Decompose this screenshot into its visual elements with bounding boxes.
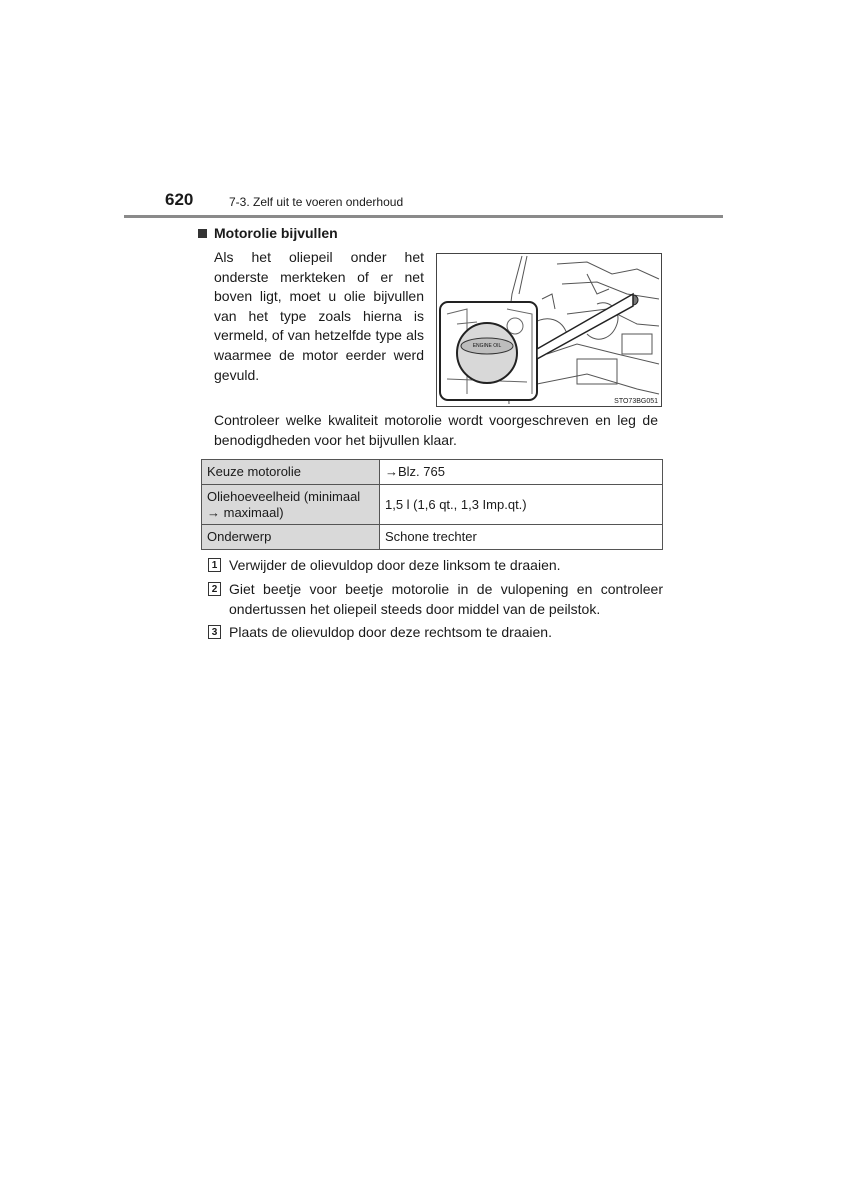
step-1	[208, 556, 663, 576]
table-row	[202, 525, 663, 550]
table-row	[202, 460, 663, 485]
intro-paragraph: Als het oliepeil onder het onderste merkteken of er net boven ligt, moet u olie bijvullen van het type zoals hierna is vermeld, of van hetzelfde type als waarmee de motor eerder werd gevuld.	[214, 249, 424, 383]
section-title: 7-3. Zelf uit te voeren onderhoud	[229, 195, 404, 209]
page-number: 620	[165, 190, 194, 209]
step-3	[208, 623, 663, 643]
step-number-box: 2	[208, 582, 221, 596]
table-value: Schone trechter	[380, 525, 663, 550]
spec-table	[201, 459, 663, 550]
table-row	[202, 485, 663, 525]
step-number-box: 3	[208, 625, 221, 639]
table-key: Oliehoeveelheid (minimaal → maximaal)	[202, 485, 380, 525]
heading-text: Motorolie bijvullen	[214, 225, 338, 241]
step-2	[208, 580, 663, 619]
cap-label: ENGINE OIL	[472, 343, 502, 349]
table-value: →Blz. 765	[380, 460, 663, 485]
callout-pointer	[537, 294, 633, 359]
engine-bay-drawing	[437, 254, 661, 406]
table-key: Onderwerp	[202, 525, 380, 550]
table-key: Keuze motorolie	[202, 460, 380, 485]
instruction-paragraph: Controleer welke kwaliteit motorolie wordt voorgeschreven en leg de benodigdheden voor het bijvullen klaar.	[214, 412, 658, 448]
engine-oil-cap-illustration	[436, 253, 662, 407]
step-text: Plaats de olievuldop door deze rechtsom te draaien.	[229, 624, 552, 640]
header-rule	[124, 215, 723, 218]
step-text: Verwijder de olievuldop door deze linksom te draaien.	[229, 557, 561, 573]
step-number-box: 1	[208, 558, 221, 572]
section-heading	[198, 225, 338, 241]
step-text: Giet beetje voor beetje motorolie in de vulopening en controleer ondertussen het oliepeil steeds door middel van de peilstok.	[229, 581, 663, 617]
square-bullet-icon	[198, 229, 207, 238]
figure-code: STO73BG051	[614, 398, 658, 405]
table-value: 1,5 l (1,6 qt., 1,3 Imp.qt.)	[380, 485, 663, 525]
